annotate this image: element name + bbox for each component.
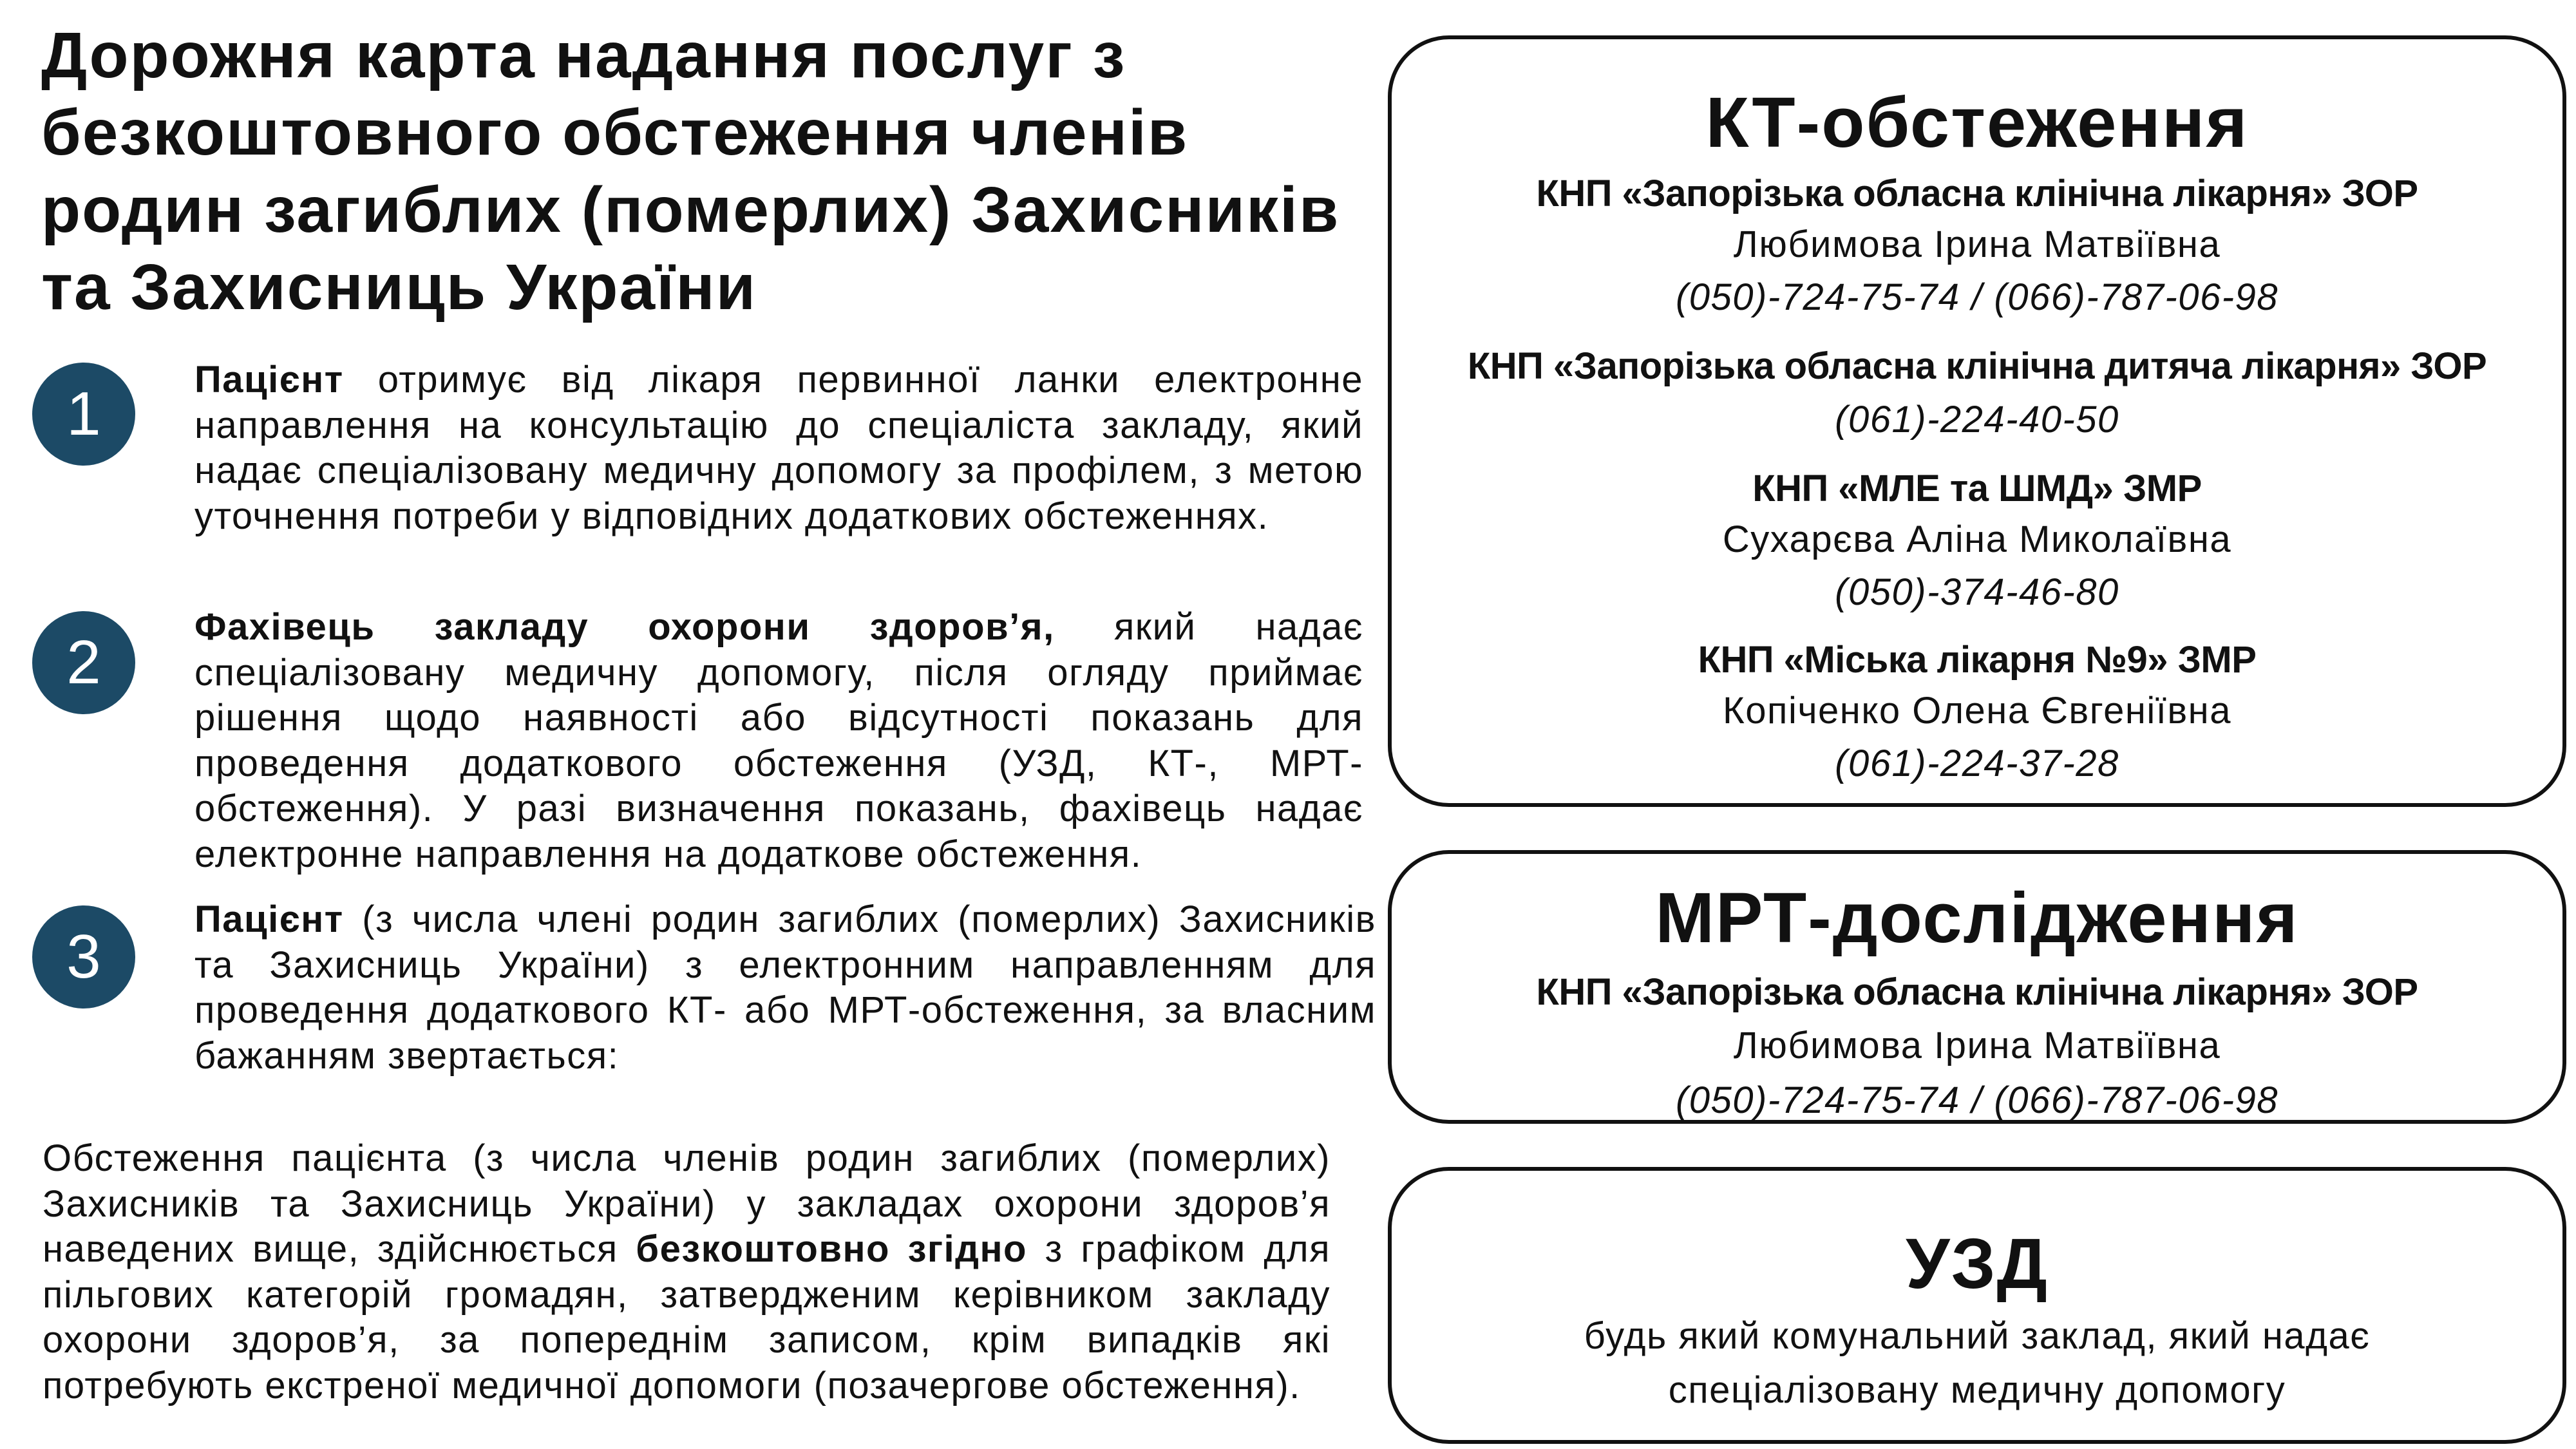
footnote-text-end: з графіком для пільгових категорій громадян, затвердженим керівником закладу охорони здоров’я, за попереднім записом, крім випадків які потребують екстреної медичної допомоги (позачергове обстеження). — [43, 1228, 1331, 1406]
step-number-badge: 2 — [32, 611, 135, 714]
step-bold-lead: Фахівець закладу охорони здоров’я, — [194, 606, 1055, 648]
kt-entry — [1392, 634, 2562, 791]
step-text: (з числа члені родин загиблих (померлих) Захисників та Захисниць України) з електронним направленням для проведення додаткового КТ- або МРТ-обстеження, за власним бажанням звертається: — [194, 898, 1376, 1077]
kt-entry — [1392, 341, 2562, 448]
contact-person: Любимова Ірина Матвіївна — [1733, 223, 2221, 265]
step-description — [194, 357, 1363, 539]
step-number-badge: 1 — [32, 363, 135, 466]
footnote-text: Обстеження пацієнта (з числа членів родин загиблих (померлих) Захисників та Захисниць України) у закладах охорони здоров’я наведених вище, здійснюється — [43, 1137, 1331, 1270]
step-bold-lead: Пацієнт — [194, 359, 344, 401]
page-title: Дорожня карта надання послуг з безкоштовного обстеження членів родин загиблих (померлих) Захисників та Захисниць України — [41, 19, 1340, 323]
kt-entry — [1392, 463, 2562, 620]
step-text: який надає спеціалізовану медичну допомогу, після огляду приймає рішення щодо наявності або відсутності показань для проведення додаткового обстеження (УЗД, КТ-, МРТ-обстеження). У разі визначення показань, фахівець надає електронне направлення на додаткове обстеження. — [194, 606, 1363, 875]
uzd-title: УЗД — [1906, 1224, 2049, 1303]
uzd-description: спеціалізовану медичну допомогу — [1668, 1369, 2286, 1411]
step-number-badge: 3 — [32, 905, 135, 1009]
phone-number: (061)-224-37-28 — [1835, 743, 2119, 784]
contact-person: Сухарєва Аліна Миколаївна — [1722, 518, 2232, 560]
institution-name: КНП «Запорізька обласна клінічна лікарня» ЗОР — [1536, 971, 2418, 1013]
mrt-title: МРТ-дослідження — [1655, 878, 2299, 958]
institution-name: КНП «Запорізька обласна клінічна лікарня» ЗОР — [1536, 173, 2418, 214]
kt-title: КТ-обстеження — [1705, 83, 2249, 162]
institution-name: КНП «Міська лікарня №9» ЗМР — [1698, 639, 2257, 681]
kt-box — [1388, 35, 2566, 807]
uzd-box — [1388, 1167, 2566, 1444]
phone-number: (061)-224-40-50 — [1835, 399, 2119, 440]
step-description — [194, 605, 1363, 877]
mrt-box — [1388, 850, 2566, 1124]
uzd-description: будь який комунальний заклад, який надає — [1584, 1315, 2371, 1357]
kt-entry — [1392, 168, 2562, 325]
footnote-bold: безкоштовно згідно — [636, 1228, 1027, 1270]
institution-name: КНП «МЛЕ та ШМД» ЗМР — [1752, 468, 2202, 509]
phone-number: (050)-724-75-74 / (066)-787-06-98 — [1675, 1079, 2279, 1121]
institution-name: КНП «Запорізька обласна клінічна дитяча лікарня» ЗОР — [1467, 345, 2487, 387]
step-bold-lead: Пацієнт — [194, 898, 344, 940]
contact-person: Копіченко Олена Євгеніївна — [1723, 690, 2231, 732]
step-description — [194, 897, 1376, 1079]
step-text: отримує від лікаря первинної ланки електронне направлення на консультацію до спеціаліста закладу, який надає спеціалізовану медичну допомогу за профілем, з метою уточнення потреби у відповідних додаткових обстеженнях. — [194, 359, 1363, 537]
contact-person: Любимова Ірина Матвіївна — [1733, 1025, 2221, 1066]
phone-number: (050)-724-75-74 / (066)-787-06-98 — [1675, 276, 2279, 318]
phone-number: (050)-374-46-80 — [1835, 571, 2119, 613]
footnote — [43, 1136, 1331, 1408]
